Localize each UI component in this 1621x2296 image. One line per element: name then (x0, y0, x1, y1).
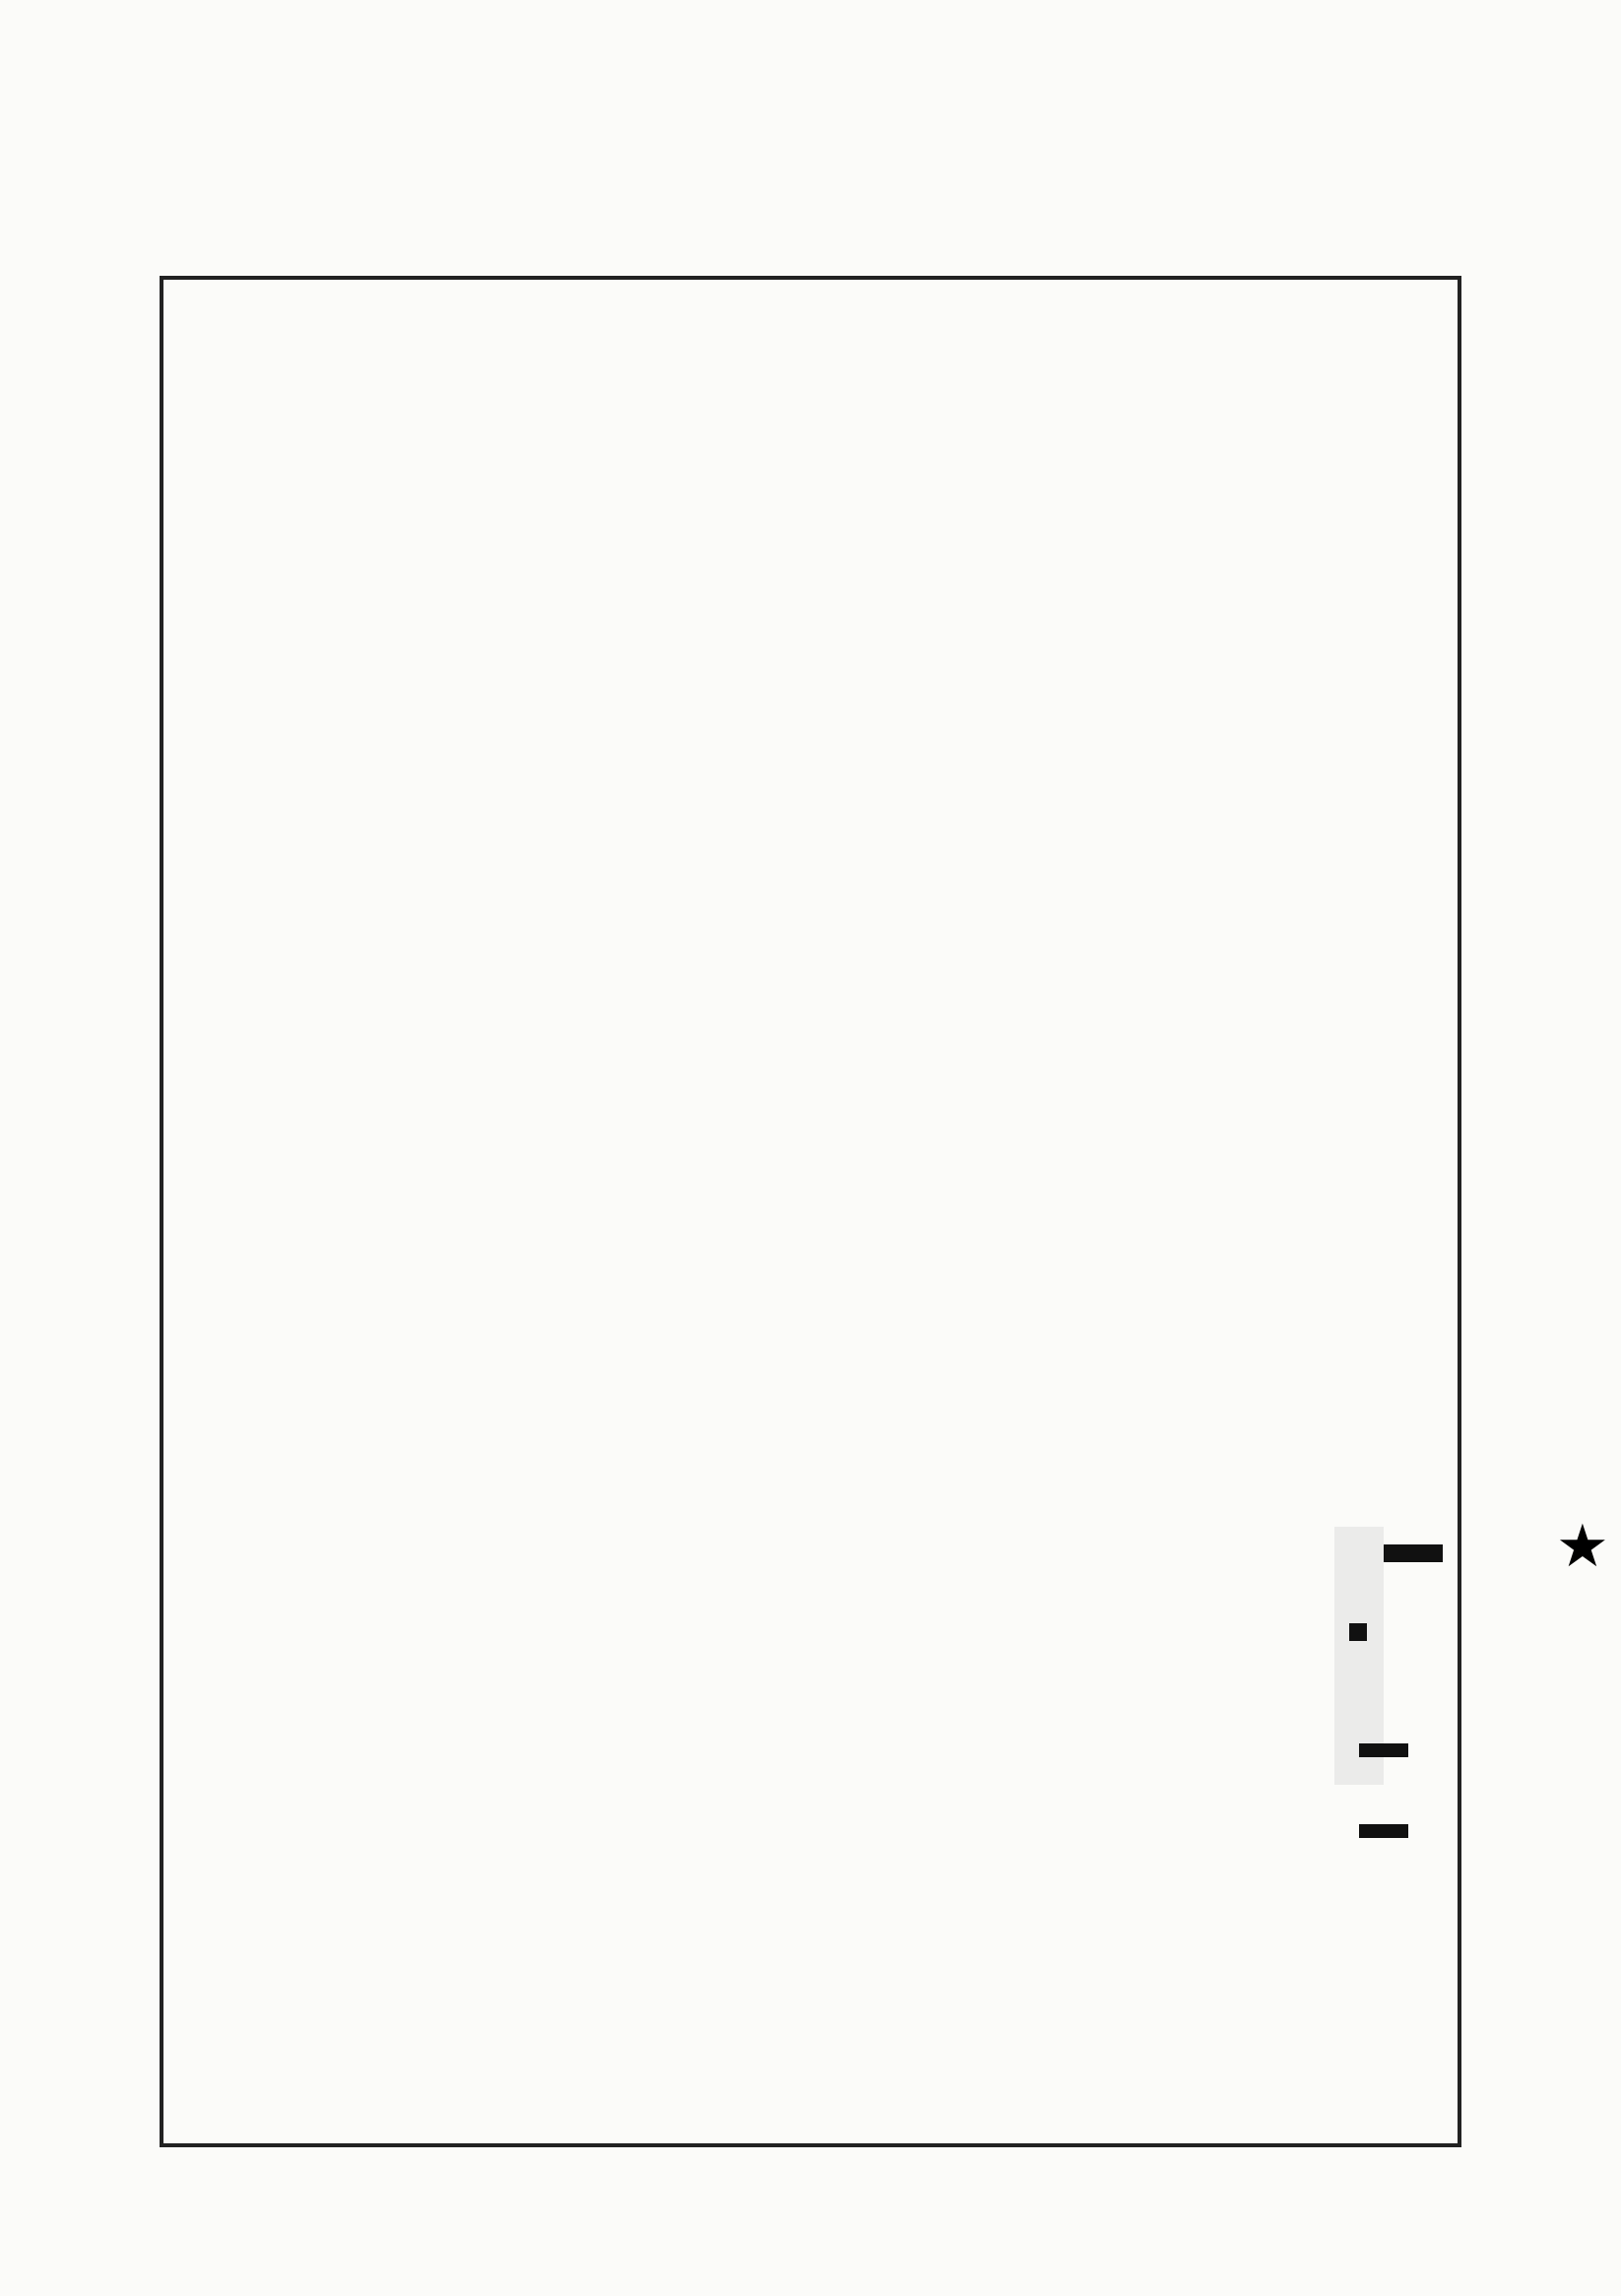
redaction-mask (1349, 1623, 1367, 1641)
filing-form-table (160, 276, 1461, 2147)
redaction-mask (1359, 1824, 1408, 1838)
official-stamp (1517, 1389, 1621, 1724)
redaction-mask (1384, 1544, 1443, 1562)
redaction-mask (1359, 1743, 1408, 1757)
stamp-ring (1531, 1433, 1621, 1679)
stamp-star: ★ (1556, 1512, 1609, 1581)
